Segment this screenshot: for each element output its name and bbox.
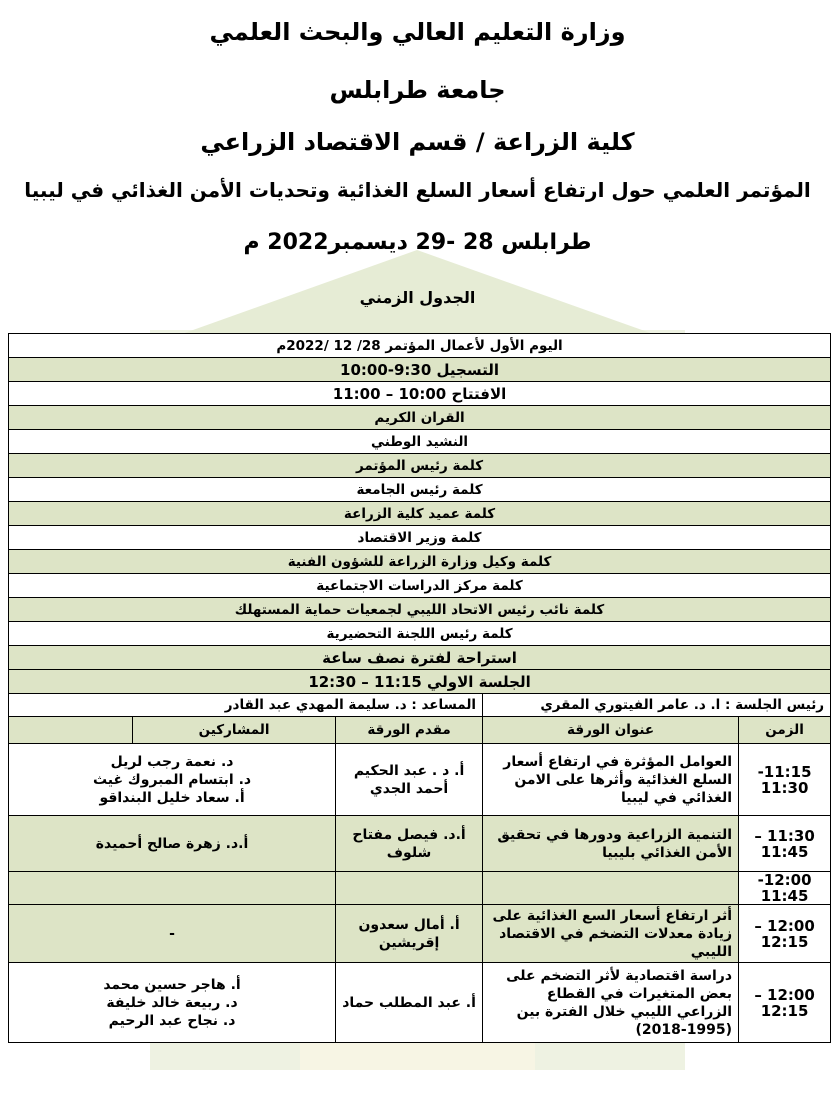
- schedule-title: الجدول الزمني: [359, 288, 476, 307]
- paper-title: أثر ارتفاع أسعار السع الغذائية على زيادة معدلات التضخم في الاقتصاد الليبي: [483, 905, 739, 963]
- paper-presenter: أ. عبد المطلب حماد: [336, 963, 483, 1043]
- break-item: استراحة لفترة نصف ساعة: [9, 646, 831, 670]
- session-assistant: المساعد : د. سليمة المهدي عبد القادر: [9, 694, 483, 717]
- participant-name: أ. سعاد خليل البنداقو: [99, 789, 245, 806]
- faculty-title: كلية الزراعة / قسم الاقتصاد الزراعي: [200, 128, 635, 156]
- participant-name: د. نجاح عبد الرحيم: [108, 1012, 236, 1029]
- paper-time: 12:00 – 12:15: [739, 963, 831, 1043]
- paper-participants: [9, 963, 336, 1043]
- schedule-table: [8, 333, 831, 1043]
- column-header-title: عنوان الورقة: [483, 717, 739, 744]
- break-row: [9, 872, 831, 905]
- university-title: جامعة طرابلس: [329, 76, 506, 104]
- agenda-row: [9, 478, 831, 502]
- paper-title: دراسة اقتصادية لأثر التضخم على بعض المتغيرات في القطاع الزراعي الليبي خلال الفترة بين (1995-2018): [483, 963, 739, 1043]
- registration-item: التسجيل 9:30-10:00: [9, 358, 831, 382]
- agenda-item: كلمة وزير الاقتصاد: [9, 526, 831, 550]
- session-meta-row: [9, 694, 831, 717]
- paper-row: [9, 963, 831, 1043]
- conference-dates: طرابلس 28 -29 ديسمبر2022 م: [243, 230, 592, 255]
- participant-name: أ.د. زهرة صالح أحميدة: [95, 835, 249, 852]
- paper-row: [9, 905, 831, 963]
- break-time: 12:00- 11:45: [739, 872, 831, 905]
- participant-name: -: [169, 925, 175, 942]
- agenda-item: كلمة رئيس اللجنة التحضيرية: [9, 622, 831, 646]
- agenda-item: كلمة رئيس المؤتمر: [9, 454, 831, 478]
- column-header-spacer: [9, 717, 133, 744]
- column-header-time: الزمن: [739, 717, 831, 744]
- paper-participants: [9, 905, 336, 963]
- ministry-title: وزارة التعليم العالي والبحث العلمي: [209, 18, 626, 46]
- column-header-participants: المشاركين: [133, 717, 336, 744]
- agenda-row: [9, 598, 831, 622]
- agenda-item: كلمة مركز الدراسات الاجتماعية: [9, 574, 831, 598]
- participant-name: د. نعمة رجب لريل: [110, 753, 234, 770]
- column-header-row: [9, 717, 831, 744]
- agenda-item: كلمة عميد كلية الزراعة: [9, 502, 831, 526]
- agenda-row: [9, 334, 831, 358]
- paper-time: 11:15- 11:30: [739, 744, 831, 816]
- agenda-item: كلمة رئيس الجامعة: [9, 478, 831, 502]
- agenda-row: [9, 574, 831, 598]
- agenda-item: القران الكريم: [9, 406, 831, 430]
- agenda-item: النشيد الوطني: [9, 430, 831, 454]
- paper-time: 12:00 – 12:15: [739, 905, 831, 963]
- session-one-heading: الجلسة الاولي 11:15 – 12:30: [9, 670, 831, 694]
- break-empty-cell: [336, 872, 483, 905]
- paper-presenter: أ. د . عبد الحكيم أحمد الجدي: [336, 744, 483, 816]
- agenda-row: [9, 526, 831, 550]
- break-empty-cell: [483, 872, 739, 905]
- column-header-presenter: مقدم الورقة: [336, 717, 483, 744]
- break-empty-cell: [9, 872, 336, 905]
- agenda-row: [9, 670, 831, 694]
- paper-time: 11:30 – 11:45: [739, 816, 831, 872]
- agenda-row: [9, 502, 831, 526]
- participant-name: د. ابتسام المبروك غيث: [92, 771, 252, 788]
- agenda-row: [9, 454, 831, 478]
- paper-title: العوامل المؤثرة في ارتفاع أسعار السلع الغذائية وأثرها على الامن الغذائي في ليبيا: [483, 744, 739, 816]
- opening-item: الافتتاح 10:00 – 11:00: [9, 382, 831, 406]
- agenda-row: [9, 382, 831, 406]
- paper-row: [9, 744, 831, 816]
- paper-presenter: أ. أمال سعدون إقريشين: [336, 905, 483, 963]
- agenda-row: [9, 406, 831, 430]
- agenda-row: [9, 430, 831, 454]
- agenda-row: [9, 358, 831, 382]
- agenda-row: [9, 646, 831, 670]
- conference-title: المؤتمر العلمي حول ارتفاع أسعار السلع الغذائية وتحديات الأمن الغذائي في ليبيا: [24, 178, 811, 202]
- participant-name: أ. هاجر حسين محمد: [103, 976, 241, 993]
- paper-title: التنمية الزراعية ودورها في تحقيق الأمن الغذائي بليبيا: [483, 816, 739, 872]
- agenda-row: [9, 622, 831, 646]
- paper-row: [9, 816, 831, 872]
- agenda-row: [9, 550, 831, 574]
- participant-name: د. ربيعة خالد خليفة: [106, 994, 238, 1011]
- day-one-heading: اليوم الأول لأعمال المؤتمر 28/ 12 /2022م: [9, 334, 831, 358]
- agenda-item: كلمة وكيل وزارة الزراعة للشؤون الفنية: [9, 550, 831, 574]
- paper-participants: [9, 816, 336, 872]
- paper-participants: [9, 744, 336, 816]
- paper-presenter: أ.د. فيصل مفتاح شلوف: [336, 816, 483, 872]
- agenda-item: كلمة نائب رئيس الاتحاد الليبي لجمعيات حماية المستهلك: [9, 598, 831, 622]
- session-chair: رئيس الجلسة : ا. د. عامر الفيتوري المقري: [483, 694, 831, 717]
